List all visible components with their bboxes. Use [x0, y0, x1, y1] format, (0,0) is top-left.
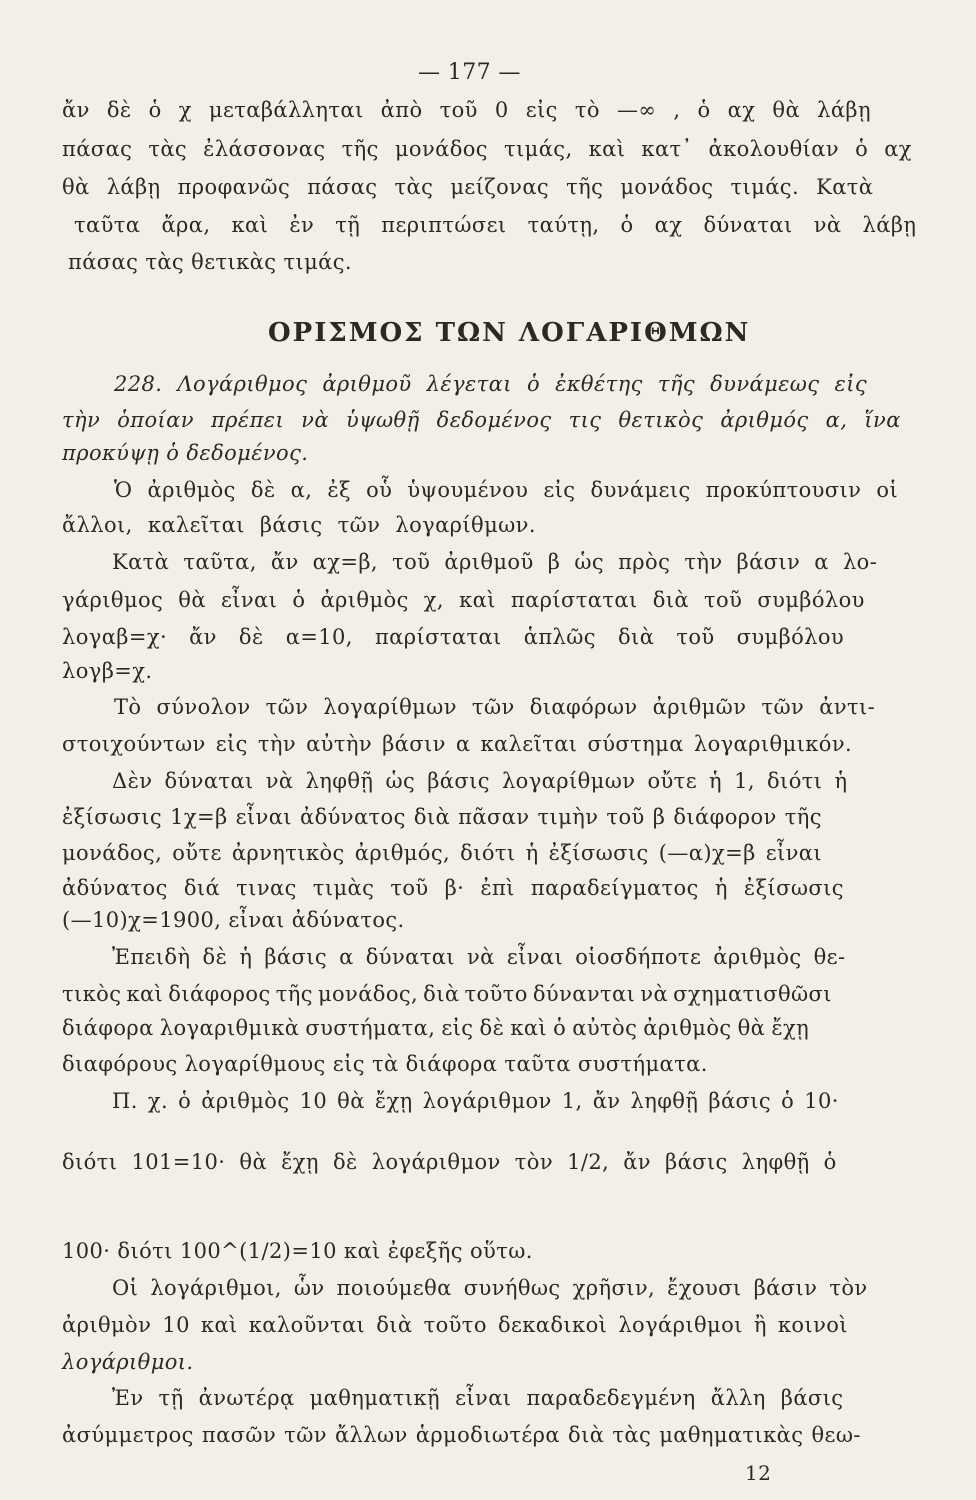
text-line: ἀδύνατος διά τινας τιμὰς τοῦ β· ἐπὶ παραδείγματος ἡ ἐξίσωσις — [62, 876, 844, 900]
definition-line: τὴν ὁποίαν πρέπει νὰ ὑψωθῇ δεδομένος τις θετικὸς ἀριθμός α, ἵνα — [62, 408, 901, 432]
section-heading: ΟΡΙΣΜΟΣ ΤΩΝ ΛΟΓΑΡΙΘΜΩΝ — [268, 318, 751, 348]
text-line: τικὸς καὶ διάφορος τῆς μονάδος, διὰ τοῦτο δύνανται νὰ σχηματισθῶσι — [62, 982, 832, 1006]
text-line: Ἐπειδὴ δὲ ἡ βάσις α δύναται νὰ εἶναι οἱοσδήποτε ἀριθμὸς θε- — [112, 945, 846, 969]
text-line: Οἱ λογάριθμοι, ὧν ποιούμεθα συνήθως χρῆσιν, ἔχουσι βάσιν τὸν — [112, 1276, 868, 1300]
text-line: Δὲν δύναται νὰ ληφθῇ ὡς βάσις λογαρίθμων οὔτε ἡ 1, διότι ἡ — [112, 769, 848, 793]
text-line: λογβ=χ. — [62, 659, 153, 683]
text-line: Τὸ σύνολον τῶν λογαρίθμων τῶν διαφόρων ἀριθμῶν τῶν ἀντι- — [114, 695, 876, 719]
text-line: λογαβ=χ· ἄν δὲ α=10, παρίσταται ἁπλῶς διὰ τοῦ συμβόλου — [62, 625, 845, 649]
text-line: γάριθμος θὰ εἶναι ὁ ἀριθμὸς χ, καὶ παρίσταται διὰ τοῦ συμβόλου — [62, 588, 865, 612]
text-line: λογάριθμοι. — [62, 1350, 194, 1374]
text-line: Ἐν τῇ ἀνωτέρᾳ μαθηματικῇ εἶναι παραδεδεγμένη ἄλλη βάσις — [112, 1386, 844, 1410]
text-line: διαφόρους λογαρίθμους εἰς τὰ διάφορα ταῦτα συστήματα. — [62, 1052, 708, 1076]
text-line: διότι 101=10· θὰ ἔχῃ δὲ λογάριθμον τὸν 1/2, ἄν βάσις ληφθῇ ὁ — [62, 1150, 837, 1174]
text-line: στοιχούντων εἰς τὴν αὐτὴν βάσιν α καλεῖται σύστημα λογαριθμικόν. — [62, 732, 853, 756]
text-line: ἄν δὲ ὁ χ μεταβάλληται ἀπὸ τοῦ 0 εἰς τὸ —∞ , ὁ αχ θὰ λάβῃ — [62, 98, 871, 122]
definition-line: 228. Λογάριθμος ἀριθμοῦ λέγεται ὁ ἐκθέτης τῆς δυνάμεως εἰς — [114, 372, 868, 396]
text-line: διάφορα λογαριθμικὰ συστήματα, εἰς δὲ καὶ ὁ αὐτὸς ἀριθμὸς θὰ ἔχῃ — [62, 1016, 810, 1040]
definition-line: προκύψῃ ὁ δεδομένος. — [62, 441, 309, 465]
text-line: ταῦτα ἄρα, καὶ ἐν τῇ περιπτώσει ταύτῃ, ὁ αχ δύναται νὰ λάβῃ — [74, 213, 917, 237]
text-line: Κατὰ ταῦτα, ἄν αχ=β, τοῦ ἀριθμοῦ β ὡς πρὸς τὴν βάσιν α λο- — [112, 550, 878, 574]
text-line: Ὁ ἀριθμὸς δὲ α, ἐξ οὗ ὑψουμένου εἰς δυνάμεις προκύπτουσιν οἱ — [114, 478, 899, 502]
text-line: (—10)χ=1900, εἶναι ἀδύνατος. — [62, 908, 405, 932]
page-number: — 177 — — [418, 60, 521, 85]
text-line: Π. χ. ὁ ἀριθμὸς 10 θὰ ἔχῃ λογάριθμον 1, ἄν ληφθῇ βάσις ὁ 10· — [112, 1089, 839, 1113]
text-line: ἀσύμμετρος πασῶν τῶν ἄλλων ἁρμοδιωτέρα διὰ τὰς μαθηματικὰς θεω- — [62, 1423, 861, 1447]
text-line: μονάδος, οὔτε ἀρνητικὸς ἀριθμός, διότι ἡ ἐξίσωσις (—α)χ=β εἶναι — [62, 841, 822, 865]
text-line: πάσας τὰς ἐλάσσονας τῆς μονάδος τιμάς, καὶ κατ᾽ ἀκολουθίαν ὁ αχ — [62, 137, 912, 161]
text-line: ἄλλοι, καλεῖται βάσις τῶν λογαρίθμων. — [62, 513, 536, 537]
text-line: ἀριθμὸν 10 καὶ καλοῦνται διὰ τοῦτο δεκαδικοὶ λογάριθμοι ἢ κοινοὶ — [62, 1313, 848, 1337]
text-line: πάσας τὰς θετικὰς τιμάς. — [68, 250, 353, 274]
text-line: 100· διότι 100^(1/2)=10 καὶ ἐφεξῆς οὕτω. — [62, 1239, 533, 1263]
text-line: ἐξίσωσις 1χ=β εἶναι ἀδύνατος διὰ πᾶσαν τιμὴν τοῦ β διάφορον τῆς — [62, 805, 822, 829]
signature-mark: 12 — [745, 1461, 772, 1485]
text-line: θὰ λάβῃ προφανῶς πάσας τὰς μείζονας τῆς μονάδος τιμάς. Κατὰ — [62, 175, 874, 199]
